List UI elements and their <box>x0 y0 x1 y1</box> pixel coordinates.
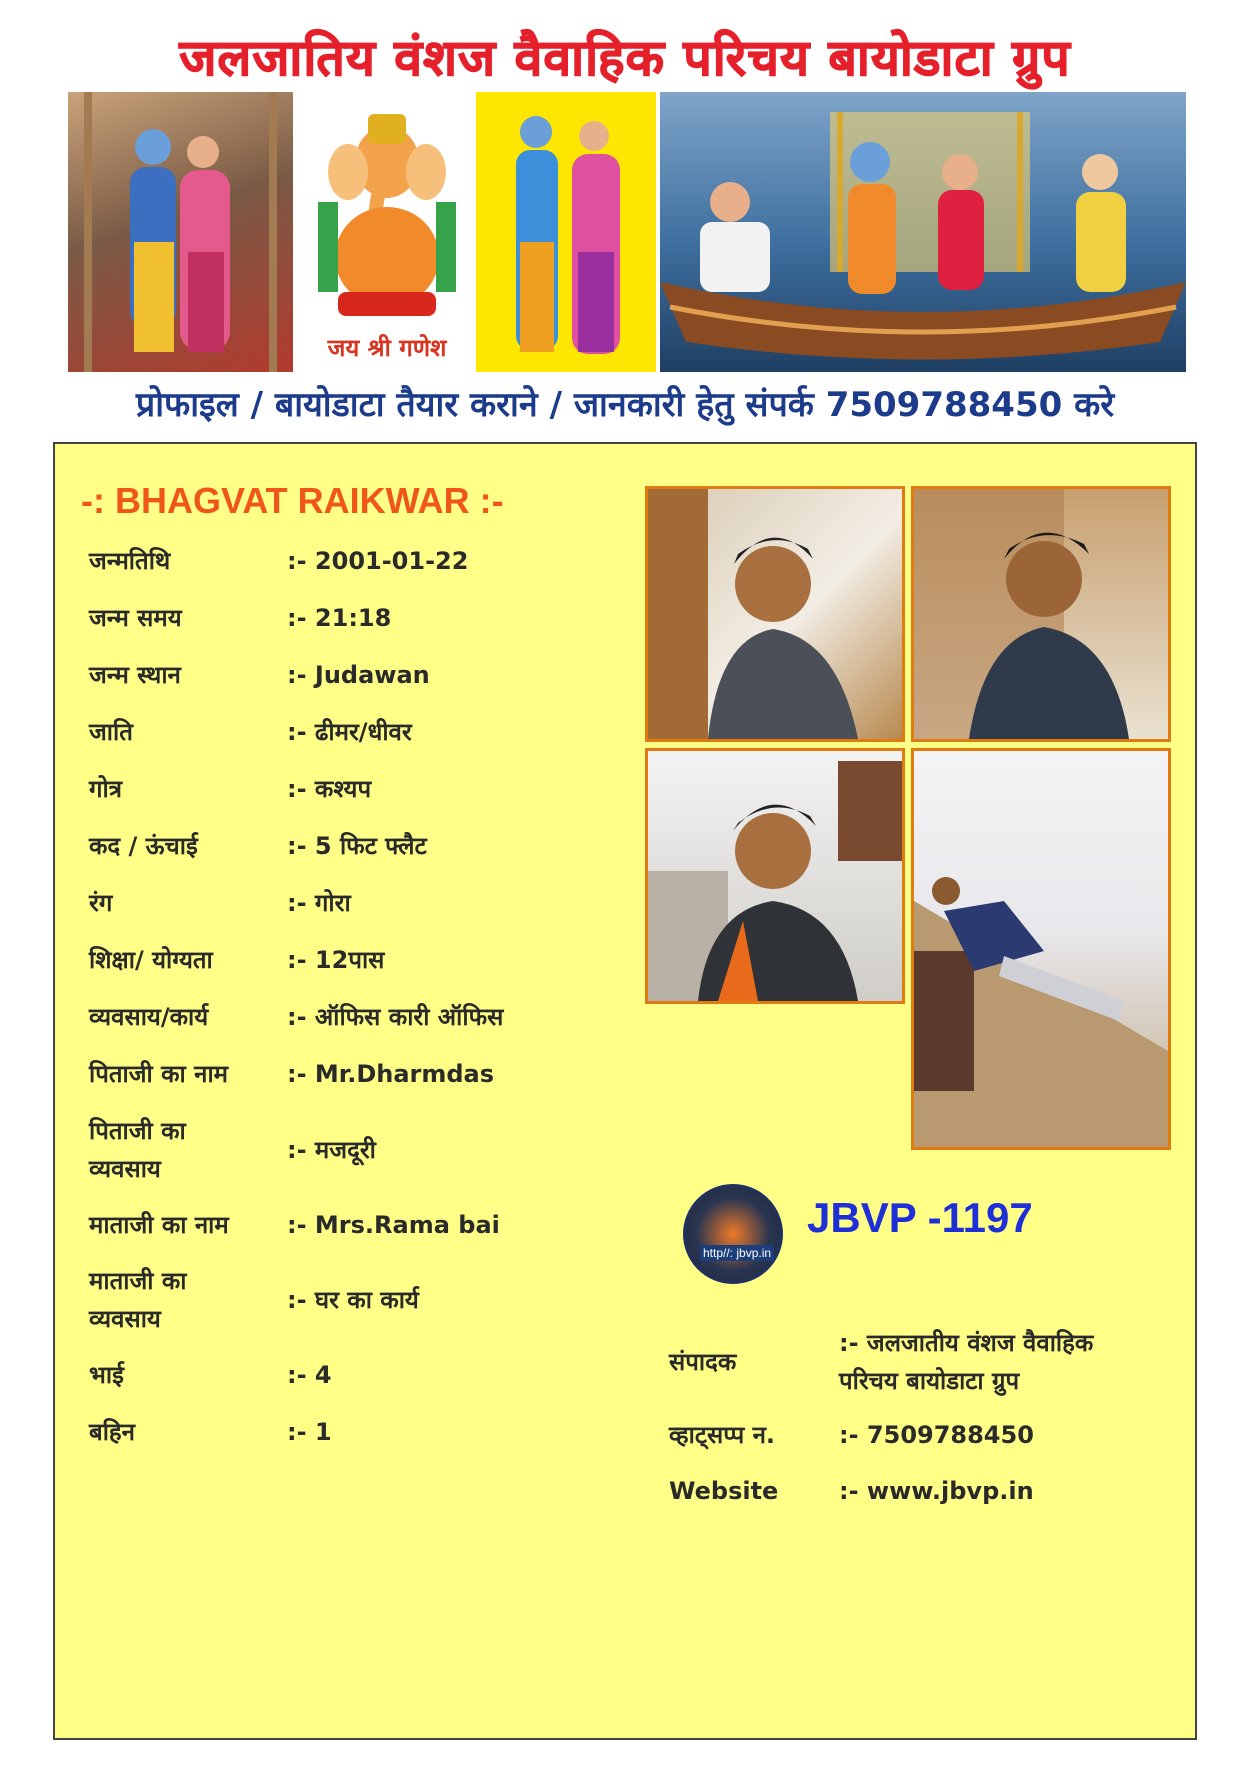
field-value: :- गोरा <box>287 889 351 917</box>
field-value: :- 1 <box>287 1418 332 1446</box>
field-row-occupation <box>89 998 609 1036</box>
banner-ganesh-image <box>298 92 476 372</box>
field-label: शिक्षा/ योग्यता <box>89 946 213 974</box>
field-value: :- ढीमर/धीवर <box>287 718 412 746</box>
field-value: :- Mrs.Rama bai <box>287 1211 500 1239</box>
field-row-complexion <box>89 884 609 922</box>
field-row-gotra <box>89 770 609 808</box>
field-row-caste <box>89 713 609 751</box>
field-value: :- 12पास <box>287 946 385 974</box>
jbvp-logo <box>683 1184 783 1284</box>
editor-label: संपादक <box>669 1348 737 1376</box>
field-value: :- 2001-01-22 <box>287 547 469 575</box>
field-row-birth-date <box>89 542 609 580</box>
field-row-father-occupation <box>89 1112 609 1188</box>
field-value: :- घर का कार्य <box>287 1286 419 1314</box>
ganesh-caption: जय श्री गणेश <box>327 334 447 362</box>
field-label: भाई <box>89 1361 124 1389</box>
field-label: बहिन <box>89 1418 135 1446</box>
logo-url-text: http//: jbvp.in <box>700 1245 774 1261</box>
field-row-mother-name <box>89 1206 609 1244</box>
field-label: माताजी का नाम <box>89 1211 229 1239</box>
field-label: रंग <box>89 889 113 917</box>
field-row-sisters <box>89 1413 609 1451</box>
field-value: :- ऑफिस कारी ऑफिस <box>287 1003 504 1031</box>
website-row <box>669 1472 1189 1510</box>
website-value[interactable]: :- www.jbvp.in <box>839 1477 1034 1505</box>
field-value: :- 21:18 <box>287 604 392 632</box>
field-value: :- मजदूरी <box>287 1136 376 1164</box>
contact-subtitle: प्रोफाइल / बायोडाटा तैयार कराने / जानकारी हेतु संपर्क 7509788450 करे <box>135 385 1115 425</box>
devotional-banner <box>68 92 1186 372</box>
field-row-father-name <box>89 1055 609 1093</box>
field-label: जन्म स्थान <box>89 661 181 689</box>
field-row-birth-time <box>89 599 609 637</box>
profile-photo-1[interactable] <box>645 486 905 742</box>
whatsapp-value[interactable]: :- 7509788450 <box>839 1421 1034 1449</box>
profile-photo-2[interactable] <box>911 486 1171 742</box>
whatsapp-label: व्हाट्सप्प न. <box>669 1421 776 1449</box>
field-row-education <box>89 941 609 979</box>
header-title: जलजातिय वंशज वैवाहिक परिचय बायोडाटा ग्रुप <box>179 29 1071 87</box>
field-label: कद / ऊंचाई <box>89 832 198 860</box>
field-value: :- कश्यप <box>287 775 372 803</box>
field-label: जन्मतिथि <box>89 547 171 575</box>
biodata-card <box>53 442 1197 1740</box>
profile-code: JBVP -1197 <box>807 1194 1033 1241</box>
profile-photo-4[interactable] <box>911 748 1171 1150</box>
field-value: :- Judawan <box>287 661 430 689</box>
field-value: :- 5 फिट फ्लैट <box>287 832 427 860</box>
field-row-mother-occupation <box>89 1262 609 1338</box>
editor-value: :- जलजातीय वंशज वैवाहिक परिचय बायोडाटा ग्रुप <box>839 1329 1094 1395</box>
profile-photo-3[interactable] <box>645 748 905 1004</box>
field-value: :- Mr.Dharmdas <box>287 1060 495 1088</box>
banner-ram-sita-yellow-image <box>476 92 656 372</box>
banner-boat-image <box>660 92 1186 372</box>
field-label: पिताजी का नाम <box>89 1060 229 1088</box>
profile-name: -: BHAGVAT RAIKWAR :- <box>81 480 504 521</box>
field-label: पिताजी का व्यवसाय <box>89 1117 186 1183</box>
banner-ram-sita-image <box>68 92 293 372</box>
field-label: गोत्र <box>89 775 122 803</box>
whatsapp-row <box>669 1416 1189 1454</box>
field-row-birth-place <box>89 656 609 694</box>
field-row-brothers <box>89 1356 609 1394</box>
editor-row <box>669 1324 1189 1400</box>
field-label: जन्म समय <box>89 604 182 632</box>
field-value: :- 4 <box>287 1361 332 1389</box>
field-label: जाति <box>89 718 133 746</box>
website-label: Website <box>669 1477 779 1505</box>
field-row-height <box>89 827 609 865</box>
field-label: माताजी का व्यवसाय <box>89 1267 187 1333</box>
field-label: व्यवसाय/कार्य <box>89 1003 209 1031</box>
